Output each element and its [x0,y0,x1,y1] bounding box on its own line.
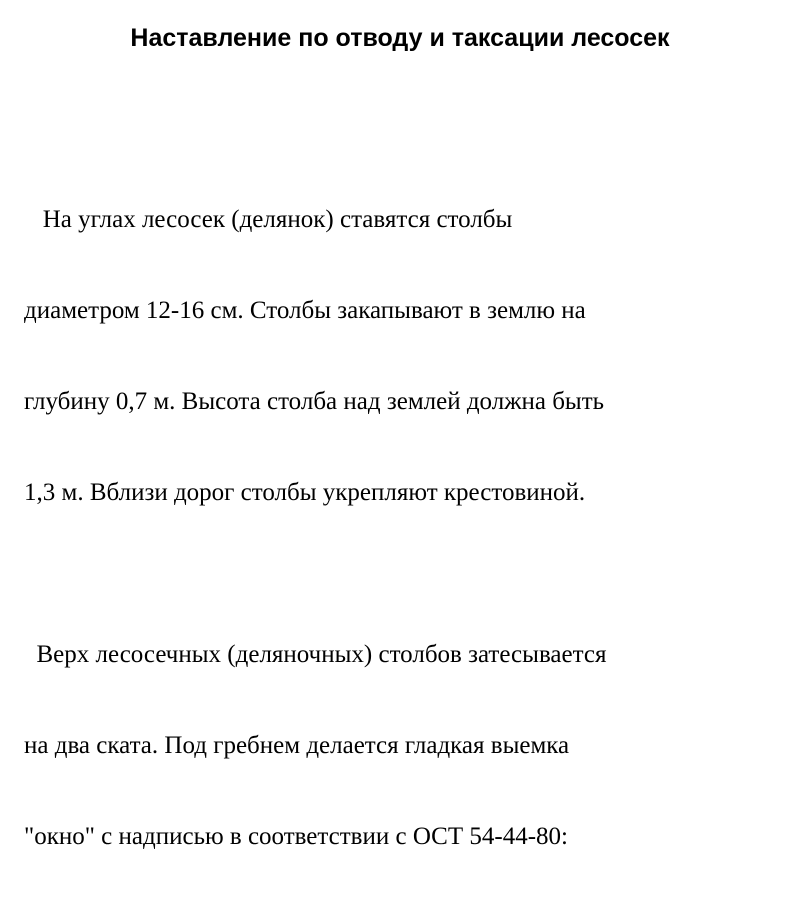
paragraph-line: глубину 0,7 м. Высота столба над землей должна быть [24,388,605,415]
paragraph-1 [24,146,764,566]
paragraph-line: "окно" с надписью в соответствии с ОСТ 54-44-80: [24,823,568,850]
slide-title: Наставление по отводу и таксации лесосек [130,24,670,52]
slide-body [24,146,764,910]
paragraph-line: на два ската. Под гребнем делается гладкая выемка [24,732,570,759]
paragraph-line: 1,3 м. Вблизи дорог столбы укрепляют крестовиной. [24,479,586,506]
paragraph-2 [24,581,764,910]
paragraph-line: диаметром 12-16 см. Столбы закапывают в землю на [24,297,586,324]
paragraph-line: Верх лесосечных (деляночных) столбов затесывается [24,641,607,668]
paragraph-line: На углах лесосек (делянок) ставятся столбы [24,206,513,233]
